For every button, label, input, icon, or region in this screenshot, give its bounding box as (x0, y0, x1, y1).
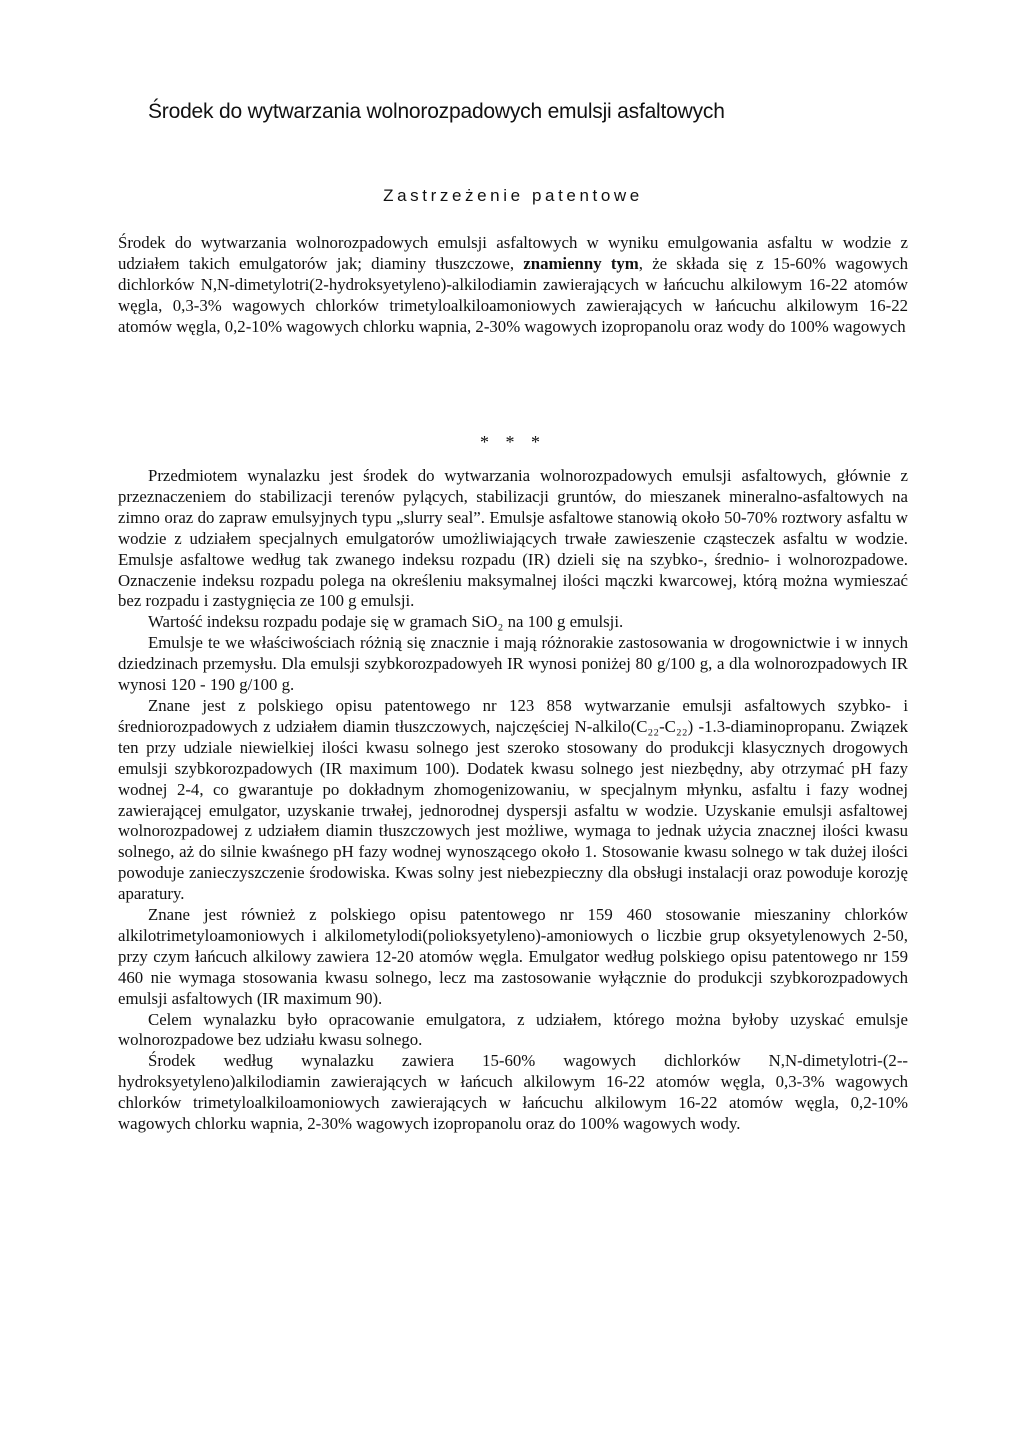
claim-text-start: Środek do wytwarzania wolnorozpadowych emulsji asfaltowych w wyniku emulgowania asfaltu w wodzie z udziałem takich emulgatorów jak; diaminy tłuszczowe, (118, 233, 908, 274)
description-paragraph: Przedmiotem wynalazku jest środek do wytwarzania wolnorozpadowych emulsji asfaltowych, głównie z przeznaczeniem do stabilizacji terenów pylących, stabilizacji gruntów, do mieszanek mineralno-asfaltowych na zimno oraz do zapraw emulsyjnych typu „slurry seal”. Emulsje asfaltowe stanowią około 50-70% roztwory asfaltu w wodzie z udziałem specjalnych emulgatorów umożliwiających trwałe zawieszenie cząsteczek asfaltu w wodzie. Emulsje asfaltowe według tak zwanego indeksu rozpadu (IR) dzieli się na szybko-, średnio- i wolnorozpadowe. Oznaczenie indeksu rozpadu polega na określeniu maksymalnej ilości mączki kwarcowej, którą można wymieszać bez rozpadu i zastygnięcia ze 100 g emulsji. (118, 466, 908, 611)
description-paragraph: Wartość indeksu rozpadu podaje się w gramach SiO₂ na 100 g emulsji. (148, 612, 624, 632)
section-heading: Zastrzeżenie patentowe (383, 186, 643, 205)
description-paragraph: Celem wynalazku było opracowanie emulgatora, z udziałem, którego można byłoby uzyskać emulsje wolnorozpadowe bez udziału kwasu solnego. (118, 1009, 908, 1050)
description-paragraph: Znane jest z polskiego opisu patentowego nr 123 858 wytwarzanie emulsji asfaltowych szybko- i średniorozpadowych z udziałem diamin tłuszczowych, najczęściej N-alkilo(C₂₂-C₂₂) -1.3-diaminopropanu. Związek ten przy udziale niewielkiej ilości kwasu solnego jest szeroko stosowany do produkcji klasycznych drogowych emulsji szybkorozpadowych (IR maximum 100). Dodatek kwasu solnego jest niezbędny, aby otrzymać pH fazy wodnej 2-4, co gwarantuje po dokładnym zhomogenizowaniu, w specjalnym młynku, asfaltu i fazy wodnej zawierającej emulgator, uzyskanie trwałej, jednorodnej dyspersji asfaltu w wodzie. Uzyskanie emulsji asfaltowej wolnorozpadowej z udziałem diamin tłuszczowych jest możliwe, wymaga to jednak użycia znacznej ilości kwasu solnego, aż do silnie kwaśnego pH fazy wodnej wynoszącego około 1. Stosowanie kwasu solnego w tak dużej ilości powoduje zanieczyszczenie środowiska. Kwas solny jest niebezpieczny dla obsługi instalacji oraz powoduje korozję aparatury. (118, 695, 908, 904)
description-paragraph: Środek według wynalazku zawiera 15-60% wagowych dichlorków N,N-dimetylotri-(2--hydroksyetyleno)alkilodiamin zawierających w łańcuch alkilowym 16-22 atomów węgla, 0,3-3% wagowych chlorków trimetyloalkiloamoniowych zawierających w łańcuchu alkilowym 16-22 atomów węgla, 0,2-10% wagowych chlorku wapnia, 2-30% wagowych izopropanolu oraz do 100% wagowych wody. (118, 1051, 908, 1134)
description-body (118, 466, 908, 1135)
claim-text-end: , że składa się z 15-60% wagowych dichlorków N,N-dimetylotri(2-hydroksyetyleno)-alkilodiamin zawierających w łańcuchu alkilowym 16-22 atomów węgla, 0,3-3% wagowych chlorków trimetyloalkiloamoniowych zawierających w łańcuchu alkilowym 16-22 atomów węgla, 0,2-10% wagowych chlorku wapnia, 2-30% wagowych izopropanolu oraz wody do 100% wagowych (118, 254, 908, 337)
patent-claim (118, 232, 908, 337)
document-title: Środek do wytwarzania wolnorozpadowych emulsji asfaltowych (148, 100, 725, 123)
claim-characterizing-phrase: znamienny tym (523, 254, 639, 274)
section-separator: * * * (480, 432, 546, 452)
description-paragraph: Emulsje te we właściwościach różnią się znacznie i mają różnorakie zastosowania w drogownictwie i w innych dziedzinach przemysłu. Dla emulsji szybkorozpadowyeh IR wynosi poniżej 80 g/100 g, a dla wolnorozpadowych IR wynosi 120 - 190 g/100 g. (118, 633, 908, 695)
description-paragraph: Znane jest również z polskiego opisu patentowego nr 159 460 stosowanie mieszaniny chlorków alkilotrimetyloamoniowych i alkilometylodi(polioksyetyleno)-amoniowych o liczbie grup oksyetylenowych 2-50, przy czym łańcuch alkilowy zawiera 12-20 atomów węgla. Emulgator według polskiego opisu patentowego nr 159 460 nie wymaga stosowania kwasu solnego, lecz ma zastosowanie wyłącznie do produkcji szybkorozpadowych emulsji asfaltowych (IR maximum 90). (118, 905, 908, 1008)
